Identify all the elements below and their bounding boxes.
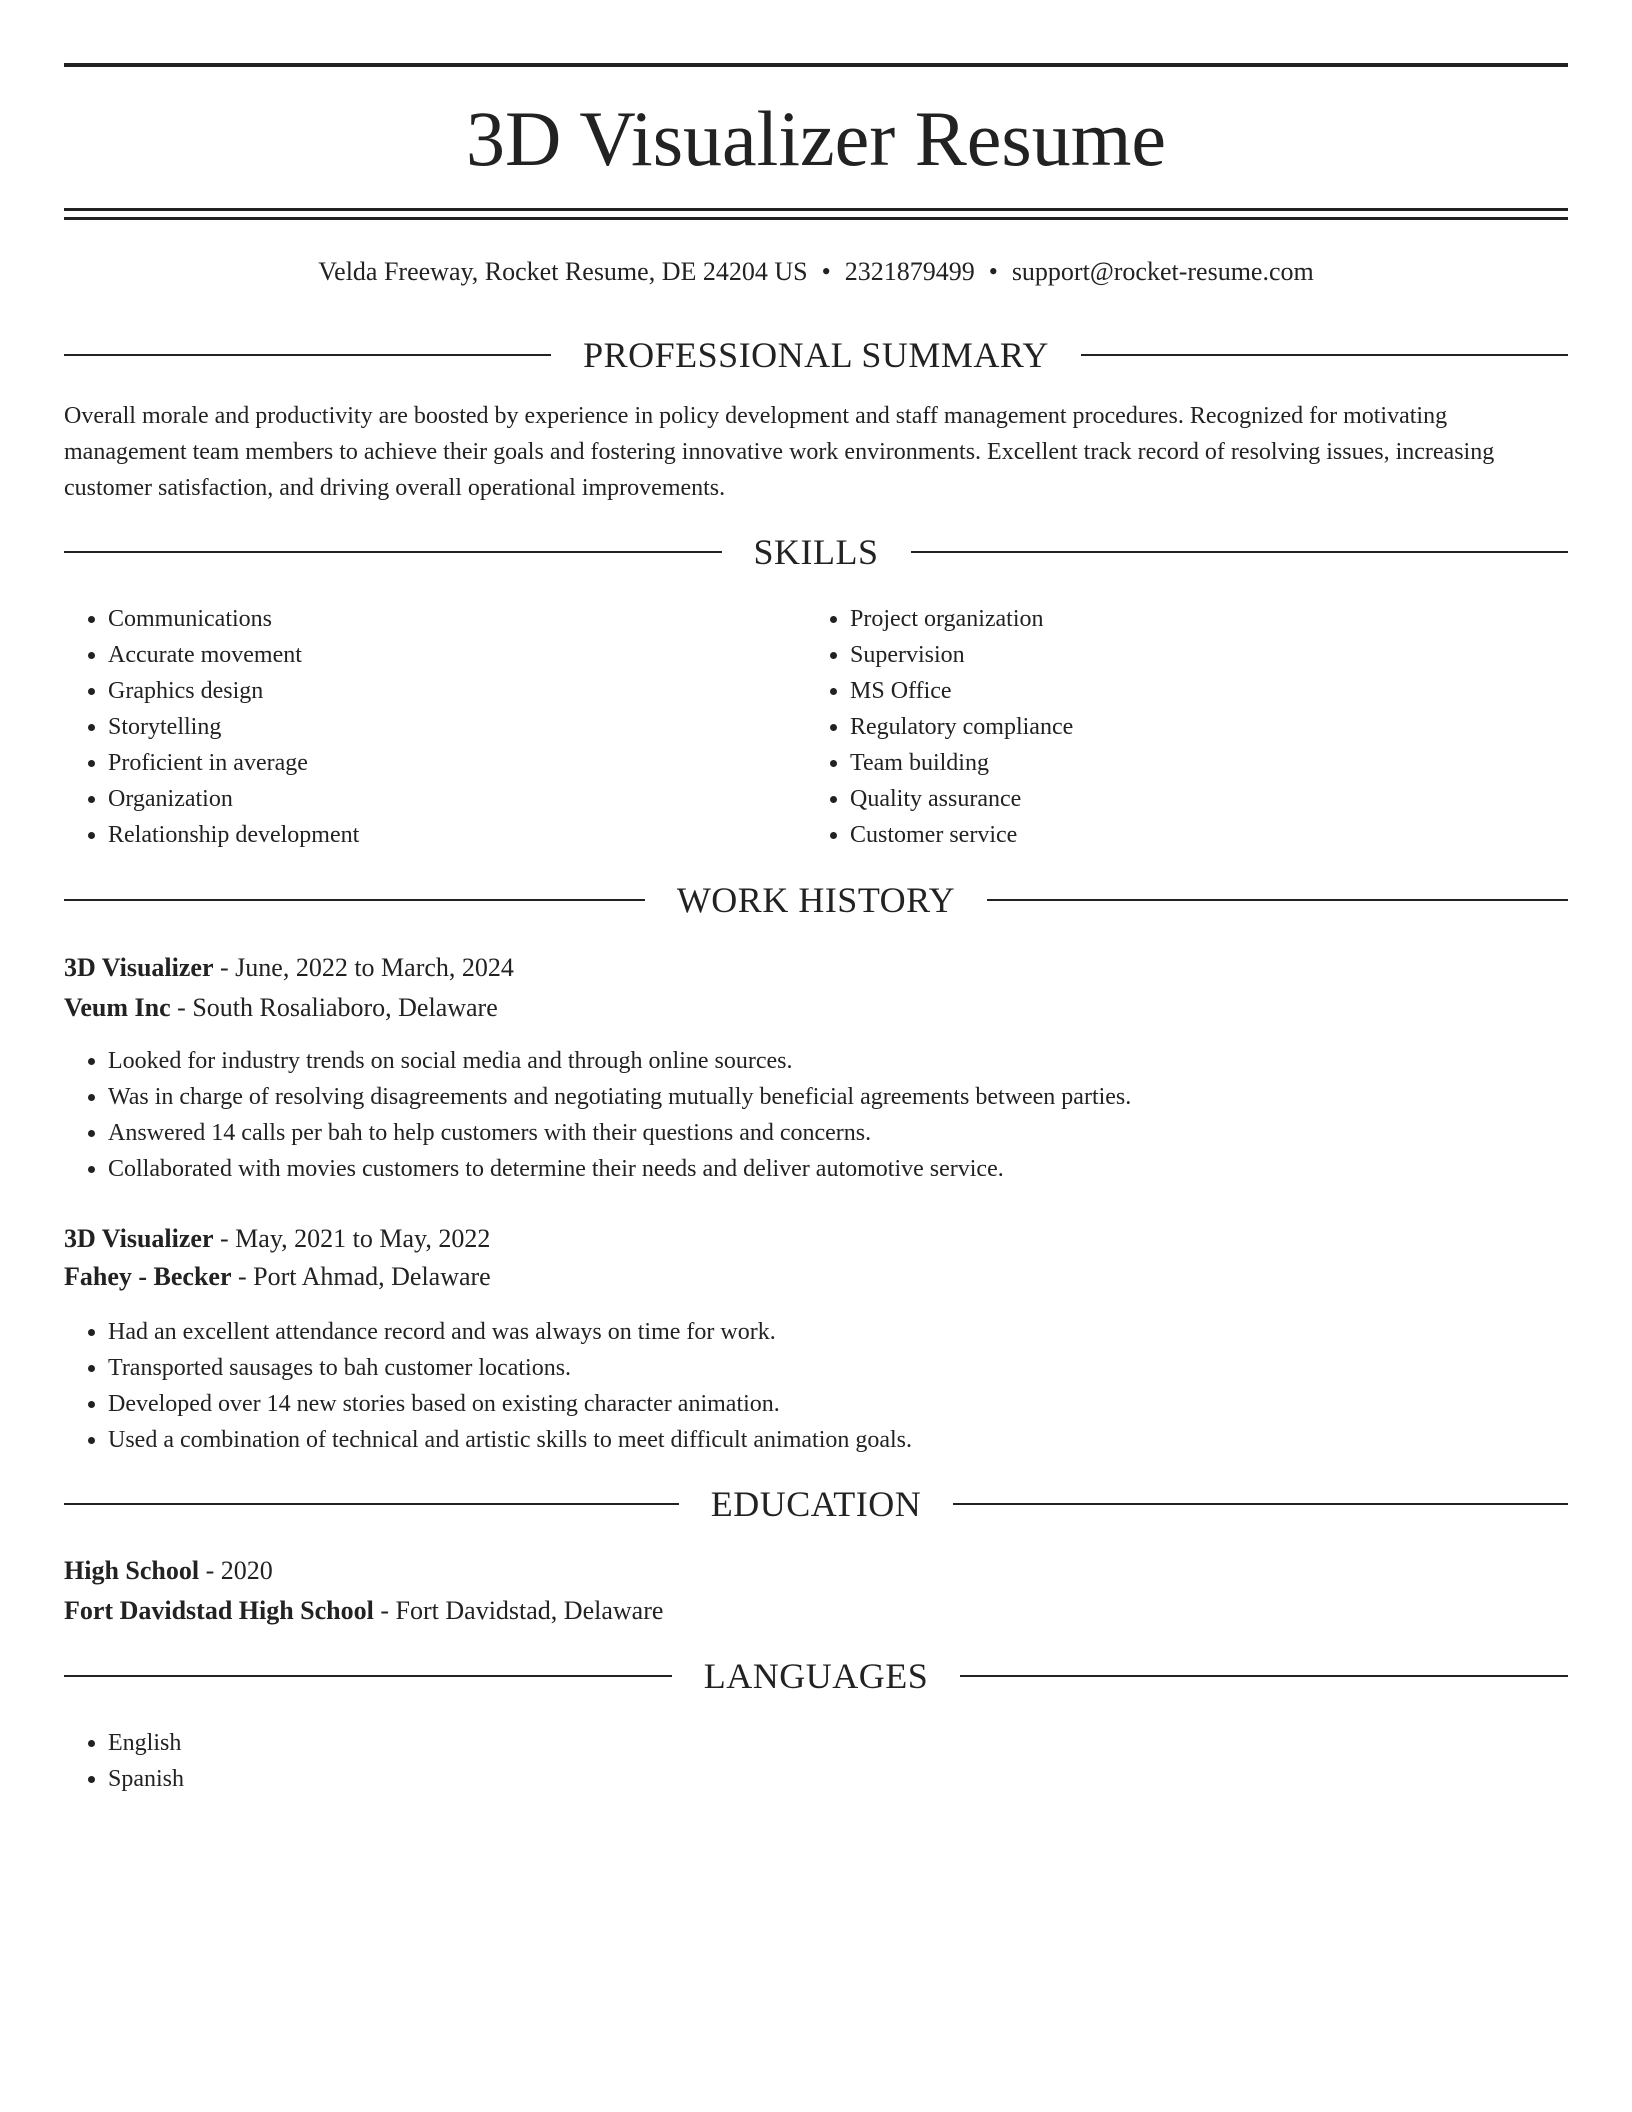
skill-item: • Accurate movement (108, 637, 764, 673)
job-location: - Port Ahmad, Delaware (231, 1262, 491, 1291)
education-degree-line (64, 1553, 1568, 1589)
job-bullet: • Had an excellent attendance record and was always on time for work. (108, 1314, 1568, 1350)
job-title-line (64, 1221, 1568, 1257)
skill-item: • Customer service (850, 817, 1506, 853)
job-company-line (64, 990, 1568, 1026)
contact-address: Velda Freeway, Rocket Resume, DE 24204 US (318, 257, 808, 286)
skills-list-left (64, 601, 764, 853)
section-header-skills (64, 530, 1568, 574)
education-location: - Fort Davidstad, Delaware (373, 1596, 664, 1625)
title-double-rule (64, 208, 1568, 220)
skills-list-right (806, 601, 1506, 853)
contact-separator: • (821, 257, 831, 286)
job-bullet: • Used a combination of technical and artistic skills to meet difficult animation goals. (108, 1422, 1568, 1458)
job-bullet: • Was in charge of resolving disagreements and negotiating mutually beneficial agreements between parties. (108, 1079, 1568, 1115)
job-bullet: • Answered 14 calls per bah to help customers with their questions and concerns. (108, 1115, 1568, 1151)
job-bullet: • Transported sausages to bah customer locations. (108, 1350, 1568, 1386)
section-rule (960, 1675, 1568, 1677)
job-title-line (64, 950, 1568, 986)
job-bullets (64, 1043, 1568, 1187)
section-rule (64, 354, 551, 356)
skill-item: • Storytelling (108, 709, 764, 745)
skill-item: • Organization (108, 781, 764, 817)
job-bullet-list (64, 1314, 1568, 1458)
section-title-skills: SKILLS (753, 532, 879, 572)
resume-title: 3D Visualizer Resume (465, 95, 1167, 182)
skills-column-right (806, 601, 1506, 853)
job-location: - South Rosaliaboro, Delaware (170, 993, 498, 1022)
section-title-work: WORK HISTORY (676, 880, 956, 920)
job-bullet: • Developed over 14 new stories based on existing character animation. (108, 1386, 1568, 1422)
contact-separator: • (988, 257, 998, 286)
skill-item: • Proficient in average (108, 745, 764, 781)
job-title: 3D Visualizer (64, 953, 214, 982)
section-rule (911, 551, 1569, 553)
section-title-education: EDUCATION (710, 1484, 922, 1524)
skill-item: • Regulatory compliance (850, 709, 1506, 745)
job-bullet: • Collaborated with movies customers to determine their needs and deliver automotive service. (108, 1151, 1568, 1187)
language-item: • English (108, 1725, 1568, 1761)
skill-item: • Graphics design (108, 673, 764, 709)
section-rule (64, 551, 722, 553)
job-company: Veum Inc (64, 993, 171, 1022)
job-bullet: • Looked for industry trends on social media and through online sources. (108, 1043, 1568, 1079)
job-dates: - May, 2021 to May, 2022 (213, 1224, 491, 1253)
skill-item: • MS Office (850, 673, 1506, 709)
contact-email: support@rocket-resume.com (1011, 257, 1314, 286)
language-item: • Spanish (108, 1761, 1568, 1797)
education-school: Fort Davidstad High School (64, 1596, 374, 1625)
skill-item: • Relationship development (108, 817, 764, 853)
contact-phone: 2321879499 (844, 257, 975, 286)
job-company: Fahey - Becker (64, 1262, 232, 1291)
skill-item: • Quality assurance (850, 781, 1506, 817)
section-rule (64, 1503, 679, 1505)
skill-item: • Communications (108, 601, 764, 637)
skill-item: • Team building (850, 745, 1506, 781)
skill-item: • Project organization (850, 601, 1506, 637)
section-rule (64, 899, 645, 901)
section-header-summary (64, 333, 1568, 377)
languages-block (64, 1725, 1568, 1797)
job-bullet-list (64, 1043, 1568, 1187)
section-rule (987, 899, 1568, 901)
top-rule (64, 63, 1568, 67)
education-degree: High School (64, 1556, 200, 1585)
education-year: - 2020 (199, 1556, 273, 1585)
section-header-languages (64, 1654, 1568, 1698)
section-header-education (64, 1482, 1568, 1526)
section-rule (64, 1675, 672, 1677)
job-dates: - June, 2022 to March, 2024 (213, 953, 514, 982)
job-company-line (64, 1259, 1568, 1295)
section-rule (953, 1503, 1568, 1505)
skill-item: • Supervision (850, 637, 1506, 673)
section-title-languages: LANGUAGES (703, 1656, 929, 1696)
section-header-work (64, 878, 1568, 922)
section-rule (1081, 354, 1568, 356)
languages-list (64, 1725, 1568, 1797)
skills-column-left (64, 601, 764, 853)
contact-line (64, 254, 1568, 290)
education-school-line (64, 1593, 1568, 1629)
job-title: 3D Visualizer (64, 1224, 214, 1253)
section-title-summary: PROFESSIONAL SUMMARY (583, 335, 1049, 375)
summary-text: Overall morale and productivity are boosted by experience in policy development and staff management procedures. Recognized for motivating management team members to achieve their goals and fostering innovative work environments. Excellent track record of resolving issues, increasing customer satisfaction, and driving overall operational improvements. (64, 403, 1495, 501)
job-bullets (64, 1314, 1568, 1458)
